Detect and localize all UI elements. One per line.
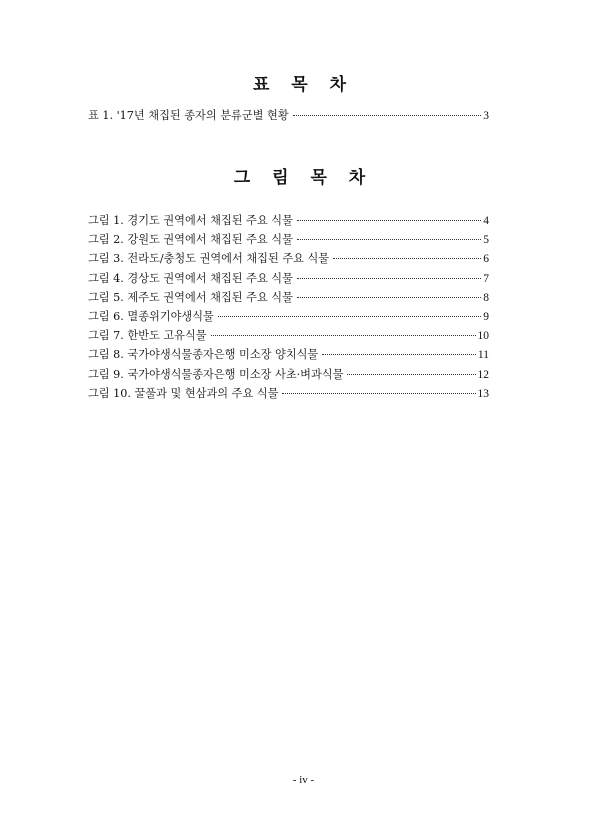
dot-leader	[297, 220, 481, 221]
figure-list	[88, 211, 489, 403]
toc-entry-page: 13	[477, 387, 489, 400]
toc-entry-label: 그림 10. 꿀풀과 및 현삼과의 주요 식물	[88, 386, 279, 400]
toc-entry-page: 3	[483, 110, 489, 122]
table-of-figures-heading: 그 림 목 차	[233, 168, 374, 188]
dot-leader	[297, 239, 481, 240]
table-of-tables-heading: 표 목 차	[252, 75, 355, 95]
toc-entry-page: 8	[483, 291, 489, 304]
toc-entry-page: 6	[483, 253, 489, 266]
toc-entry[interactable]	[88, 345, 489, 364]
toc-entry-label: 표 1. '17년 채집된 종자의 분류군별 현황	[88, 109, 289, 122]
toc-entry[interactable]	[88, 365, 489, 384]
toc-entry-label: 그림 5. 제주도 권역에서 채집된 주요 식물	[88, 290, 293, 304]
toc-entry[interactable]	[88, 211, 489, 230]
toc-entry[interactable]	[88, 326, 489, 345]
toc-entry-page: 11	[477, 349, 489, 362]
toc-entry[interactable]	[88, 384, 489, 403]
dot-leader	[293, 115, 482, 116]
dot-leader	[297, 278, 481, 279]
dot-leader	[322, 354, 476, 355]
toc-entry-label: 그림 4. 경상도 권역에서 채집된 주요 식물	[88, 271, 293, 285]
dot-leader	[347, 374, 475, 375]
toc-entry[interactable]	[88, 307, 489, 326]
dot-leader	[333, 258, 481, 259]
toc-entry[interactable]	[88, 249, 489, 268]
toc-entry-page: 10	[477, 330, 489, 343]
table-list	[88, 106, 489, 125]
toc-entry-page: 4	[483, 215, 489, 227]
toc-entry[interactable]	[88, 288, 489, 307]
toc-entry-page: 7	[483, 272, 489, 285]
toc-entry-label: 그림 1. 경기도 권역에서 채집된 주요 식물	[88, 214, 293, 227]
toc-entry-label: 그림 2. 강원도 권역에서 채집된 주요 식물	[88, 233, 293, 247]
toc-entry-label: 그림 7. 한반도 고유식물	[88, 329, 207, 343]
toc-entry-label: 그림 8. 국가야생식물종자은행 미소장 양치식물	[88, 348, 319, 362]
dot-leader	[218, 316, 481, 317]
toc-entry-page: 5	[483, 234, 489, 247]
toc-entry-label: 그림 9. 국가야생식물종자은행 미소장 사초·벼과식물	[88, 367, 344, 381]
dot-leader	[211, 335, 476, 336]
page-number: - iv -	[292, 774, 315, 786]
dot-leader	[297, 297, 481, 298]
toc-entry[interactable]	[88, 106, 489, 125]
dot-leader	[282, 393, 475, 394]
toc-entry-page: 9	[483, 310, 489, 323]
toc-entry-label: 그림 6. 멸종위기야생식물	[88, 309, 214, 323]
toc-entry-label: 그림 3. 전라도/충청도 권역에서 채집된 주요 식물	[88, 252, 330, 266]
toc-entry[interactable]	[88, 269, 489, 288]
toc-entry-page: 12	[477, 368, 489, 381]
toc-entry[interactable]	[88, 230, 489, 249]
